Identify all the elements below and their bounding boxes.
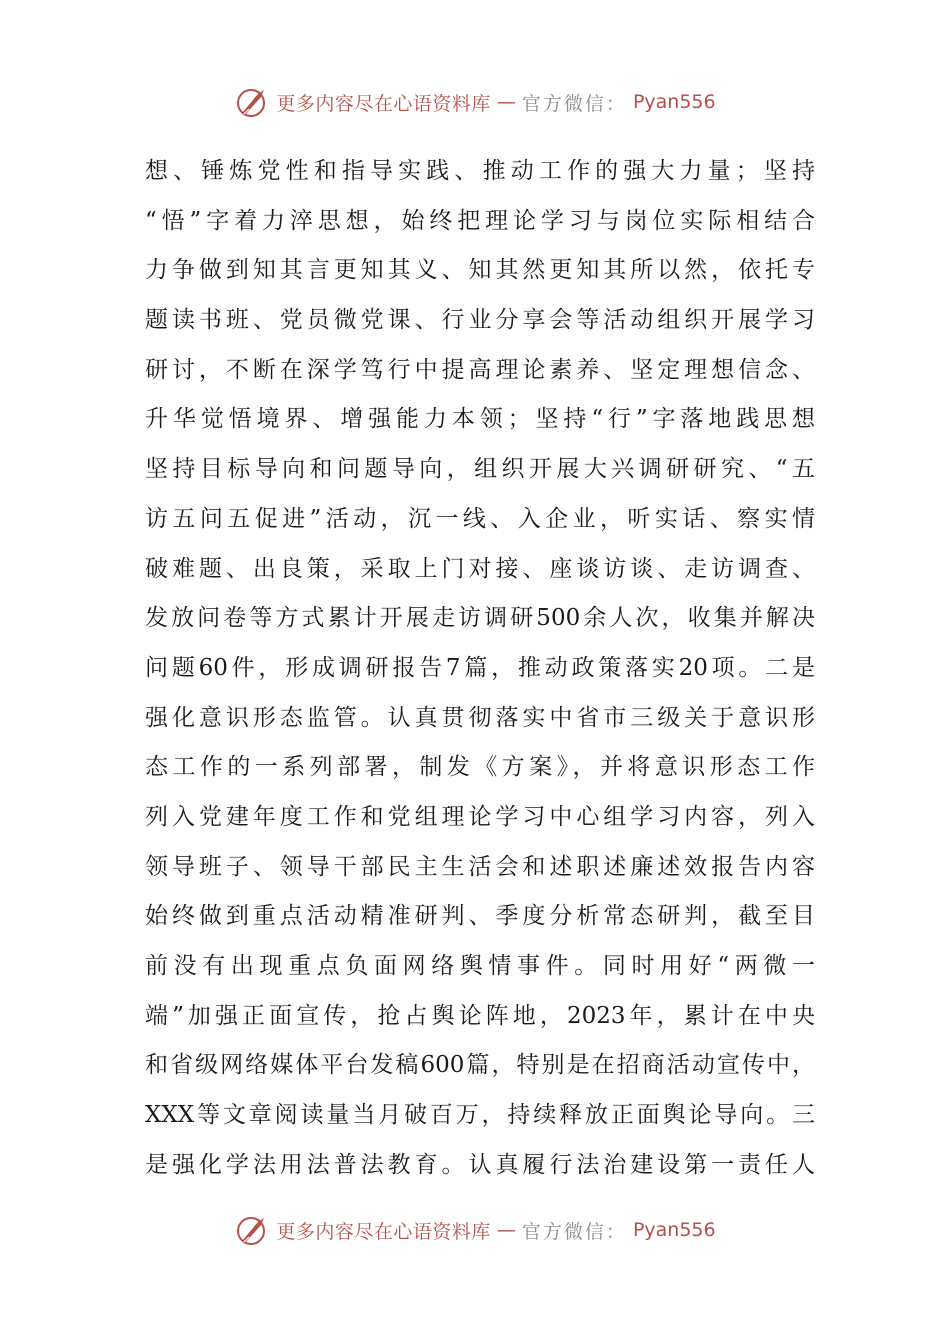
body-line: 和省级网络媒体平台发稿600篇，特别是在招商活动宣传中， — [145, 1052, 815, 1079]
body-line: 始终做到重点活动精准研判、季度分析常态研判，截至目 — [145, 903, 815, 930]
body-line: 列入党建年度工作和党组理论学习中心组学习内容，列入 — [145, 803, 815, 830]
body-line: 领导班子、领导干部民主生活会和述职述廉述效报告内容 — [145, 853, 815, 880]
body-line: 发放问卷等方式累计开展走访调研500余人次，收集并解决 — [145, 605, 815, 632]
header-wechat-id: Pyan556 — [632, 91, 716, 113]
body-line: 态工作的一系列部署，制发《方案》，并将意识形态工作 — [145, 754, 815, 781]
body-line: 题读书班、党员微党课、行业分享会等活动组织开展学习 — [145, 307, 815, 334]
header-separator: — — [496, 91, 516, 113]
footer-wechat-label: 官方微信： — [521, 1220, 627, 1243]
body-line: 想、锤炼党性和指导实践、推动工作的强大力量；坚持 — [145, 158, 815, 184]
body-line: 坚持目标导向和问题导向，组织开展大兴调研研究、“五 — [145, 456, 815, 483]
body-line: 破难题、出良策，采取上门对接、座谈访谈、走访调查、 — [145, 555, 815, 582]
body-line: 力争做到知其言更知其义、知其然更知其所以然，依托专 — [145, 257, 815, 284]
document-body — [145, 147, 815, 1190]
header-wechat-label: 官方微信： — [521, 92, 627, 115]
body-line: 问题60件，形成调研报告7篇，推动政策落实20项。二是 — [145, 654, 815, 681]
body-line: 端”加强正面宣传，抢占舆论阵地，2023年，累计在中央 — [145, 1002, 815, 1029]
body-line: 升华觉悟境界、增强能力本领；坚持“行”字落地践思想 — [145, 406, 815, 433]
quill-pen-logo-icon — [234, 1212, 270, 1248]
body-line: XXX等文章阅读量当月破百万，持续释放正面舆论导向。三 — [145, 1102, 815, 1129]
footer-banner — [0, 1210, 950, 1250]
footer-separator: — — [496, 1219, 516, 1241]
body-line: 研讨，不断在深学笃行中提高理论素养、坚定理想信念、 — [145, 356, 815, 383]
quill-pen-logo-icon — [234, 84, 270, 120]
body-line: 强化意识形态监管。认真贯彻落实中省市三级关于意识形 — [145, 704, 815, 731]
header-banner — [0, 82, 950, 122]
body-line: 是强化学法用法普法教育。认真履行法治建设第一责任人 — [145, 1151, 815, 1178]
body-line: 访五问五促进”活动，沉一线、入企业，听实话、察实情 — [145, 505, 815, 532]
body-line: “悟”字着力淬思想，始终把理论学习与岗位实际相结合 — [145, 207, 815, 234]
footer-wechat-id: Pyan556 — [632, 1219, 716, 1241]
footer-site-name: 更多内容尽在心语资料库 — [276, 1220, 491, 1243]
header-site-name: 更多内容尽在心语资料库 — [276, 92, 491, 115]
body-line: 前没有出现重点负面网络舆情事件。同时用好“两微一 — [145, 953, 815, 979]
